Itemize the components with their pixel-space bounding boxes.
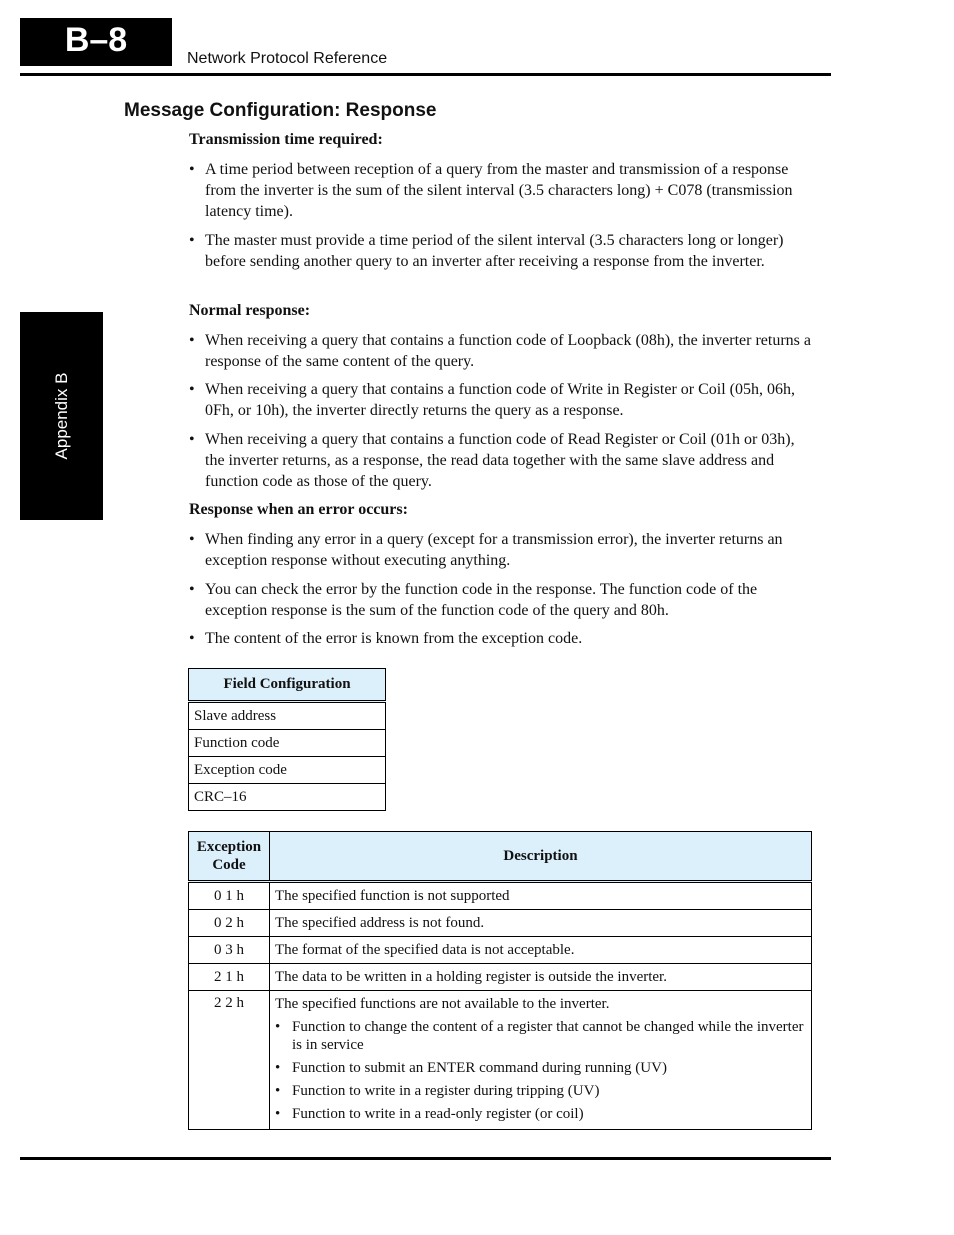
description-cell: The format of the specified data is not acceptable. <box>270 937 812 964</box>
running-title: Network Protocol Reference <box>187 50 388 67</box>
table-row <box>189 730 386 757</box>
side-tab-label: Appendix B <box>51 372 71 460</box>
code-cell: 0 1 h <box>189 882 270 910</box>
side-tab <box>20 312 103 520</box>
table-row <box>189 702 386 730</box>
table-cell: Slave address <box>189 702 386 730</box>
bullet: • When finding any error in a query (except for a transmission error), the inverter returns an exception response without executing anything. <box>189 529 811 571</box>
table-row <box>189 964 812 991</box>
table-header: Description <box>270 832 812 882</box>
sub-bullet: • Function to write in a read-only register (or coil) <box>275 1105 806 1123</box>
table-row <box>189 784 386 811</box>
table-row <box>189 757 386 784</box>
description-cell: The data to be written in a holding register is outside the inverter. <box>270 964 812 991</box>
description-cell: The specified function is not supported <box>270 882 812 910</box>
bullet: • You can check the error by the function code in the response. The function code of the exception response is the sum of the function code of the query and 80h. <box>189 579 811 621</box>
bullet: • The content of the error is known from the exception code. <box>189 628 811 649</box>
bullet: • The master must provide a time period of the silent interval (3.5 characters long or longer) before sending another query to an inverter after receiving a response from the inverter. <box>189 230 811 272</box>
sub-bullet: • Function to change the content of a register that cannot be changed while the inverter is in service <box>275 1018 806 1054</box>
header-rule <box>20 73 831 76</box>
exception-code-table <box>188 831 812 1130</box>
table-header: Field Configuration <box>189 669 386 702</box>
bullet: • When receiving a query that contains a function code of Write in Register or Coil (05h, 06h, 0Fh, or 10h), the inverter directly returns the query as a response. <box>189 379 811 421</box>
sub-bullet: • Function to write in a register during tripping (UV) <box>275 1082 806 1100</box>
description-cell: The specified address is not found. <box>270 910 812 937</box>
code-cell: 2 1 h <box>189 964 270 991</box>
sub-bullet: • Function to submit an ENTER command during running (UV) <box>275 1059 806 1077</box>
bullet: • When receiving a query that contains a function code of Read Register or Coil (01h or 03h), the inverter returns, as a response, the read data together with the same slave address and function code as those of the query. <box>189 429 811 492</box>
table-row <box>189 937 812 964</box>
code-cell: 2 2 h <box>189 991 270 1130</box>
section-title: Message Configuration: Response <box>124 100 437 121</box>
code-cell: 0 3 h <box>189 937 270 964</box>
bullet: • A time period between reception of a query from the master and transmission of a response from the inverter is the sum of the silent interval (3.5 characters long) + C078 (transmission latency time). <box>189 159 811 222</box>
subheading: Normal response: <box>189 302 311 319</box>
footer-rule <box>20 1157 831 1160</box>
table-cell: CRC–16 <box>189 784 386 811</box>
bullet: • When receiving a query that contains a function code of Loopback (08h), the inverter returns a response of the same content of the query. <box>189 330 811 372</box>
table-row <box>189 991 812 1130</box>
table-cell: Function code <box>189 730 386 757</box>
table-header: Exception Code <box>189 832 270 882</box>
description-text: The specified functions are not available to the inverter. <box>275 996 610 1012</box>
description-cell <box>270 991 812 1130</box>
table-row <box>189 882 812 910</box>
table-row <box>189 910 812 937</box>
subheading: Transmission time required: <box>189 131 383 148</box>
field-configuration-table <box>188 668 386 811</box>
page-number: B–8 <box>20 18 172 66</box>
table-cell: Exception code <box>189 757 386 784</box>
code-cell: 0 2 h <box>189 910 270 937</box>
subheading: Response when an error occurs: <box>189 501 408 518</box>
